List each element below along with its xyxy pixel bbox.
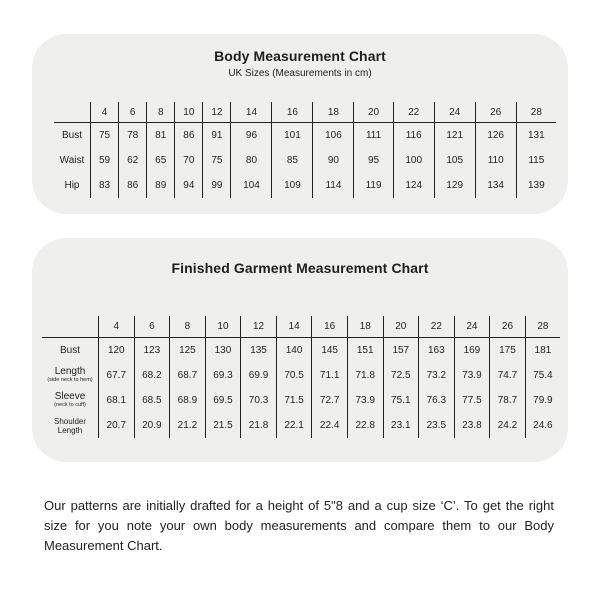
- row-label: [42, 338, 99, 364]
- measurement-cell: 23.8: [454, 413, 490, 438]
- measurement-cell: 72.5: [383, 363, 419, 388]
- size-header-cell: 24: [434, 102, 475, 123]
- size-header-cell: 18: [347, 316, 383, 338]
- measurement-cell: 69.5: [205, 388, 241, 413]
- measurement-cell: 71.1: [312, 363, 348, 388]
- measurement-cell: 71.8: [347, 363, 383, 388]
- measurement-cell: 68.9: [170, 388, 206, 413]
- measurement-cell: 23.5: [419, 413, 455, 438]
- measurement-cell: 70: [175, 148, 203, 173]
- measurement-cell: 68.1: [99, 388, 135, 413]
- garment-chart-title: Finished Garment Measurement Chart: [171, 260, 429, 276]
- measurement-cell: 140: [276, 338, 312, 364]
- measurement-cell: 76.3: [419, 388, 455, 413]
- measurement-cell: 70.5: [276, 363, 312, 388]
- measurement-cell: 20.7: [99, 413, 135, 438]
- measurement-cell: 104: [231, 173, 272, 198]
- body-chart-title: Body Measurement Chart: [214, 48, 386, 64]
- size-header-cell: 4: [91, 102, 119, 123]
- row-label-text: Shoulder Length: [53, 416, 87, 435]
- measurement-cell: 119: [354, 173, 393, 198]
- measurement-cell: 100: [393, 148, 434, 173]
- measurement-cell: 120: [99, 338, 135, 364]
- table-row: [42, 338, 560, 364]
- size-header-cell: 8: [170, 316, 206, 338]
- measurement-cell: 67.7: [99, 363, 135, 388]
- measurement-cell: 130: [205, 338, 241, 364]
- size-header-cell: 10: [175, 102, 203, 123]
- measurement-cell: 75: [203, 148, 231, 173]
- measurement-cell: 69.3: [205, 363, 241, 388]
- measurement-cell: 90: [313, 148, 354, 173]
- row-label: Bust: [61, 130, 82, 141]
- measurement-cell: 139: [516, 173, 556, 198]
- size-header-cell: 6: [119, 102, 147, 123]
- measurement-cell: 105: [434, 148, 475, 173]
- measurement-cell: 123: [134, 338, 170, 364]
- measurement-cell: 175: [490, 338, 526, 364]
- size-header-cell: 12: [203, 102, 231, 123]
- measurement-cell: 169: [454, 338, 490, 364]
- size-header-cell: 10: [205, 316, 241, 338]
- measurement-cell: 20.9: [134, 413, 170, 438]
- measurement-cell: 131: [516, 123, 556, 149]
- measurement-cell: 21.8: [241, 413, 277, 438]
- body-measurement-card: [32, 34, 568, 214]
- measurement-cell: 80: [231, 148, 272, 173]
- measurement-cell: 73.9: [454, 363, 490, 388]
- measurement-cell: 115: [516, 148, 556, 173]
- measurement-cell: 125: [170, 338, 206, 364]
- row-label-text: Sleeve: [54, 391, 86, 402]
- size-header-cell: 12: [241, 316, 277, 338]
- measurement-cell: 101: [272, 123, 313, 149]
- body-measurement-table: [54, 102, 556, 198]
- measurement-cell: 81: [147, 123, 175, 149]
- measurement-cell: 65: [147, 148, 175, 173]
- measurement-cell: 114: [313, 173, 354, 198]
- row-label: Waist: [59, 155, 85, 166]
- measurement-cell: 86: [175, 123, 203, 149]
- measurement-cell: 23.1: [383, 413, 419, 438]
- measurement-cell: 79.9: [525, 388, 560, 413]
- measurement-cell: 96: [231, 123, 272, 149]
- measurement-cell: 73.9: [347, 388, 383, 413]
- size-header-cell: 26: [475, 102, 516, 123]
- measurement-cell: 157: [383, 338, 419, 364]
- table-row: [54, 173, 556, 198]
- measurement-cell: 109: [272, 173, 313, 198]
- measurement-cell: 78.7: [490, 388, 526, 413]
- measurement-cell: 71.5: [276, 388, 312, 413]
- measurement-cell: 21.5: [205, 413, 241, 438]
- measurement-cell: 62: [119, 148, 147, 173]
- row-label-text: Length: [54, 366, 86, 377]
- measurement-cell: 69.9: [241, 363, 277, 388]
- measurement-cell: 22.4: [312, 413, 348, 438]
- table-row: [42, 413, 560, 438]
- measurement-cell: 21.2: [170, 413, 206, 438]
- measurement-cell: 74.7: [490, 363, 526, 388]
- measurement-cell: 24.6: [525, 413, 560, 438]
- row-label: [42, 413, 99, 438]
- measurement-cell: 22.8: [347, 413, 383, 438]
- measurement-cell: 22.1: [276, 413, 312, 438]
- size-header-cell: 28: [516, 102, 556, 123]
- measurement-cell: 75: [91, 123, 119, 149]
- measurement-cell: 121: [434, 123, 475, 149]
- row-label: [42, 363, 99, 388]
- measurement-cell: 68.2: [134, 363, 170, 388]
- measurement-cell: 83: [91, 173, 119, 198]
- size-header-cell: 4: [99, 316, 135, 338]
- size-header-cell: 22: [393, 102, 434, 123]
- measurement-cell: 89: [147, 173, 175, 198]
- size-header-cell: 20: [354, 102, 393, 123]
- measurement-cell: 77.5: [454, 388, 490, 413]
- size-header-cell: 8: [147, 102, 175, 123]
- size-header-cell: 6: [134, 316, 170, 338]
- measurement-cell: 126: [475, 123, 516, 149]
- measurement-cell: 68.5: [134, 388, 170, 413]
- measurement-cell: 135: [241, 338, 277, 364]
- measurement-cell: 95: [354, 148, 393, 173]
- measurement-cell: 111: [354, 123, 393, 149]
- measurement-cell: 24.2: [490, 413, 526, 438]
- row-label-text: Bust: [59, 344, 80, 356]
- measurement-cell: 72.7: [312, 388, 348, 413]
- size-header-row: [42, 316, 560, 338]
- row-sublabel-text: (neck to cuff): [54, 402, 86, 408]
- measurement-cell: 145: [312, 338, 348, 364]
- measurement-cell: 68.7: [170, 363, 206, 388]
- measurement-cell: 73.2: [419, 363, 455, 388]
- size-header-cell: 26: [490, 316, 526, 338]
- measurement-cell: 124: [393, 173, 434, 198]
- size-header-row: [54, 102, 556, 123]
- measurement-cell: 129: [434, 173, 475, 198]
- measurement-cell: 134: [475, 173, 516, 198]
- row-label: Hip: [64, 180, 80, 191]
- size-header-cell: 14: [276, 316, 312, 338]
- measurement-cell: 94: [175, 173, 203, 198]
- measurement-cell: 85: [272, 148, 313, 173]
- size-header-cell: 24: [454, 316, 490, 338]
- measurement-cell: 78: [119, 123, 147, 149]
- table-row: [42, 388, 560, 413]
- measurement-cell: 99: [203, 173, 231, 198]
- size-header-cell: 18: [313, 102, 354, 123]
- measurement-cell: 75.1: [383, 388, 419, 413]
- measurement-cell: 86: [119, 173, 147, 198]
- size-header-cell: 20: [383, 316, 419, 338]
- table-row: [54, 123, 556, 149]
- measurement-cell: 110: [475, 148, 516, 173]
- size-header-cell: 16: [312, 316, 348, 338]
- body-chart-subtitle: UK Sizes (Measurements in cm): [228, 68, 372, 79]
- measurement-cell: 106: [313, 123, 354, 149]
- sizing-note: Our patterns are initially drafted for a height of 5"8 and a cup size ‘C’. To get the right size for you note your own body measurements and compare them to our Body Measurement Chart.: [44, 498, 554, 553]
- header-corner-cell: [42, 316, 99, 338]
- measurement-cell: 151: [347, 338, 383, 364]
- size-header-cell: 16: [272, 102, 313, 123]
- row-label: [42, 388, 99, 413]
- measurement-cell: 59: [91, 148, 119, 173]
- garment-measurement-card: [32, 238, 568, 462]
- header-corner-cell: [54, 102, 91, 123]
- measurement-cell: 163: [419, 338, 455, 364]
- row-sublabel-text: (side neck to hem): [47, 377, 93, 383]
- size-header-cell: 28: [525, 316, 560, 338]
- measurement-cell: 181: [525, 338, 560, 364]
- size-header-cell: 22: [419, 316, 455, 338]
- table-row: [54, 148, 556, 173]
- measurement-cell: 116: [393, 123, 434, 149]
- measurement-cell: 91: [203, 123, 231, 149]
- measurement-cell: 70.3: [241, 388, 277, 413]
- table-row: [42, 363, 560, 388]
- measurement-cell: 75.4: [525, 363, 560, 388]
- garment-measurement-table: [42, 316, 560, 438]
- size-header-cell: 14: [231, 102, 272, 123]
